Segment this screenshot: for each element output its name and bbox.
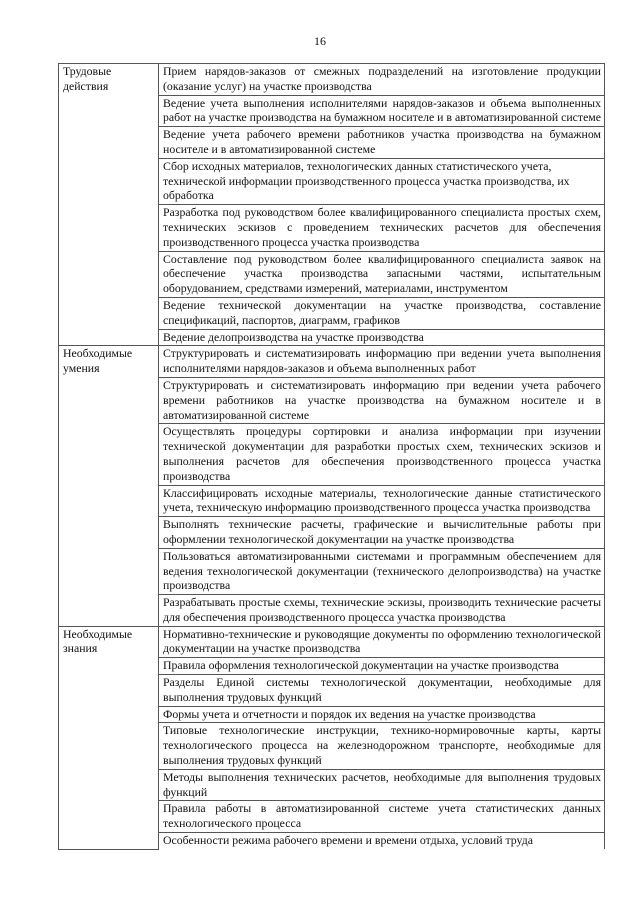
list-item: Пользоваться автоматизированными системами и программным обеспечением для ведения технологической документации (технического делопроизводства) на участке производства	[159, 548, 605, 594]
list-item: Нормативно-технические и руководящие документы по оформлению технологической документации на участке производства	[159, 626, 605, 658]
list-item: Составление под руководством более квалифицированного специалиста заявок на обеспечение участка производства запасными частями, испытательным оборудованием, средствами измерений, материалами, инструментом	[159, 251, 605, 297]
list-item: Правила работы в автоматизированной системе учета статистических данных технологического процесса	[159, 801, 605, 833]
list-item: Разрабатывать простые схемы, технические эскизы, производить технические расчеты для обеспечения производственного процесса участка производства	[159, 595, 605, 627]
section-title: Необходимые умения	[59, 346, 159, 626]
list-item: Разработка под руководством более квалифицированного специалиста простых схем, технических эскизов с проведением технических расчетов для обеспечения производственного процесса участка производства	[159, 205, 605, 251]
table-row	[59, 626, 605, 658]
list-item: Ведение делопроизводства на участке производства	[159, 329, 605, 346]
section-title: Необходимые знания	[59, 626, 159, 849]
list-item: Ведение учета выполнения исполнителями нарядов-заказов и объема выполненных работ на участке производства на бумажном носителе и в автоматизированной системе	[159, 95, 605, 127]
list-item: Классифицировать исходные материалы, технологические данные статистического учета, техническую информацию производственного процесса участка производства	[159, 485, 605, 517]
list-item: Структурировать и систематизировать информацию при ведении учета выполнения исполнителями нарядов-заказов и объема выполненных работ	[159, 346, 605, 378]
list-item: Методы выполнения технических расчетов, необходимые для выполнения трудовых функций	[159, 769, 605, 801]
list-item: Разделы Единой системы технологической документации, необходимые для выполнения трудовых функций	[159, 675, 605, 707]
page-number: 16	[314, 34, 326, 48]
table-row	[59, 64, 605, 96]
list-item: Сбор исходных материалов, технологических данных статистического учета, технической информации производственного процесса участка производства, их обработка	[159, 158, 605, 204]
list-item: Структурировать и систематизировать информацию при ведении учета рабочего времени работников на участке производства на бумажном носителе и в автоматизированной системе	[159, 377, 605, 423]
section-title: Трудовые действия	[59, 64, 159, 346]
list-item: Прием нарядов-заказов от смежных подразделений на изготовление продукции (оказание услуг) на участке производства	[159, 64, 605, 96]
list-item: Типовые технологические инструкции, технико-нормировочные карты, карты технологического процесса на железнодорожном транспорте, необходимые для выполнения трудовых функций	[159, 723, 605, 769]
list-item	[159, 833, 605, 850]
list-item: Правила оформления технологической документации на участке производства	[159, 658, 605, 675]
list-item: Формы учета и отчетности и порядок их ведения на участке производства	[159, 706, 605, 723]
list-item: Ведение учета рабочего времени работников участка производства на бумажном носителе и в автоматизированной системе	[159, 127, 605, 159]
requirements-table	[58, 63, 605, 850]
list-item: Ведение технической документации на участке производства, составление спецификаций, паспортов, диаграмм, графиков	[159, 297, 605, 329]
table-row	[59, 346, 605, 378]
list-item: Осуществлять процедуры сортировки и анализа информации при изучении технической документации для разработки простых схем, технических эскизов и выполнения расчетов для обеспечения производственного процесса участка производства	[159, 424, 605, 485]
list-item: Выполнять технические расчеты, графические и вычислительные работы при оформлении технологической документации на участке производства	[159, 517, 605, 549]
list-item-text: Особенности режима рабочего времени и времени отдыха, условий труда	[163, 833, 533, 848]
